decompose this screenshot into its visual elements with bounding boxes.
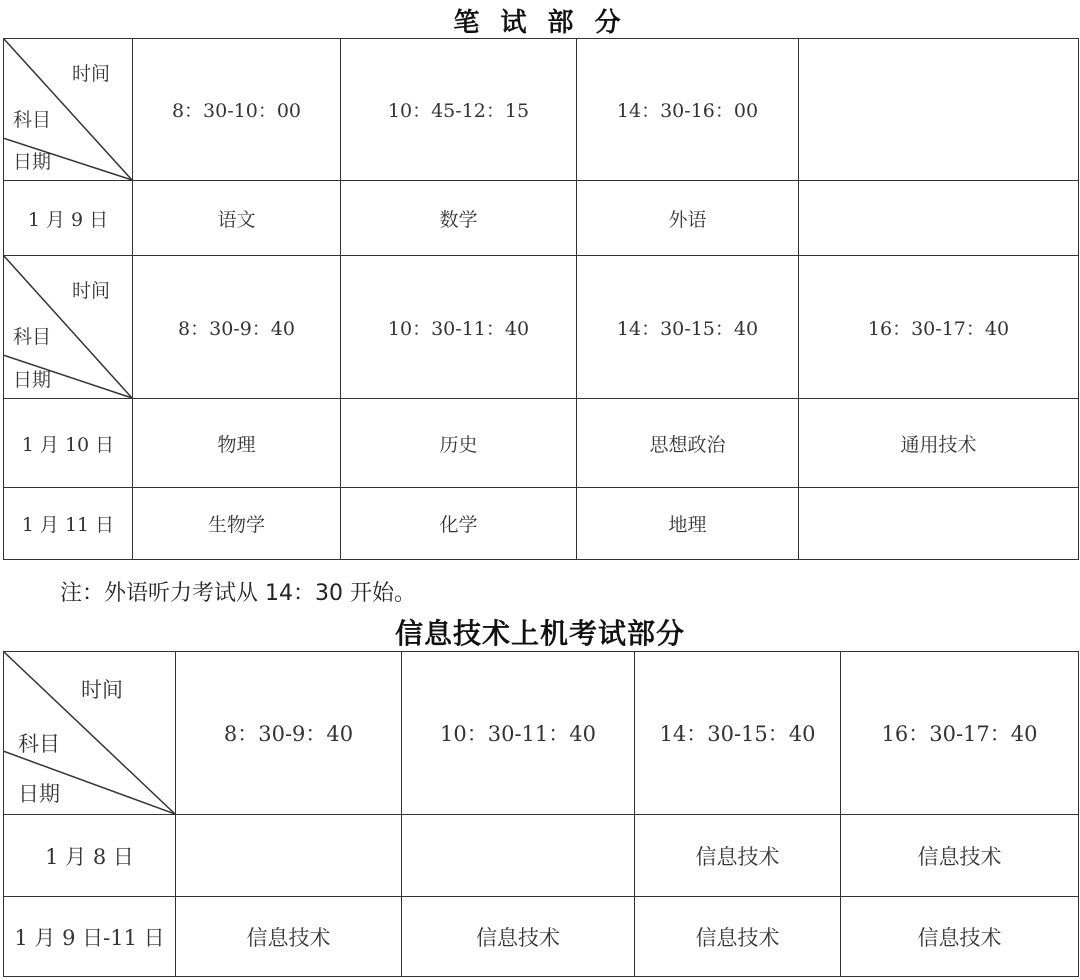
header-time-label: 时间 <box>81 678 123 702</box>
time-slot-cell: 14：30-16：00 <box>577 39 799 181</box>
header-date-label: 日期 <box>13 369 52 391</box>
time-slot-cell <box>799 39 1079 181</box>
time-slot-cell: 8：30-9：40 <box>133 256 341 399</box>
computer-section-title: 信息技术上机考试部分 <box>394 617 685 650</box>
date-cell: 1 月 9 日 <box>4 181 133 256</box>
subject-cell: 化学 <box>341 488 577 560</box>
header-diagonal-cell <box>4 39 133 181</box>
header-diagonal-cell <box>4 256 133 399</box>
subject-cell: 语文 <box>133 181 341 256</box>
subject-cell: 信息技术 <box>176 897 402 977</box>
time-slot-cell: 14：30-15：40 <box>635 652 841 815</box>
table-row <box>4 181 1079 256</box>
subject-cell: 生物学 <box>133 488 341 560</box>
time-slot-cell: 16：30-17：40 <box>841 652 1079 815</box>
header-time-label: 时间 <box>71 280 110 302</box>
subject-cell: 信息技术 <box>841 897 1079 977</box>
date-cell: 1 月 11 日 <box>4 488 133 560</box>
time-slot-cell: 8：30-9：40 <box>176 652 402 815</box>
header-subject-label: 科目 <box>13 326 52 348</box>
subject-cell: 外语 <box>577 181 799 256</box>
date-cell: 1 月 8 日 <box>4 815 176 897</box>
header-subject-label: 科目 <box>13 109 52 131</box>
subject-cell: 信息技术 <box>402 897 635 977</box>
written-exam-schedule-table <box>3 38 1079 560</box>
subject-cell: 思想政治 <box>577 399 799 488</box>
header-date-label: 日期 <box>13 151 52 173</box>
subject-cell: 通用技术 <box>799 399 1079 488</box>
time-slot-cell: 10：30-11：40 <box>402 652 635 815</box>
subject-cell: 信息技术 <box>841 815 1079 897</box>
subject-cell: 历史 <box>341 399 577 488</box>
header-time-label: 时间 <box>71 63 110 85</box>
subject-cell: 地理 <box>577 488 799 560</box>
subject-cell: 物理 <box>133 399 341 488</box>
time-slot-cell: 14：30-15：40 <box>577 256 799 399</box>
time-slot-cell: 16：30-17：40 <box>799 256 1079 399</box>
date-cell: 1 月 9 日-11 日 <box>4 897 176 977</box>
table-row <box>4 488 1079 560</box>
computer-exam-schedule-table <box>3 651 1079 977</box>
listening-test-note: 注：外语听力考试从 14：30 开始。 <box>60 581 416 606</box>
table-row <box>4 399 1079 488</box>
subject-cell: 数学 <box>341 181 577 256</box>
time-slot-cell: 10：30-11：40 <box>341 256 577 399</box>
table-header-row <box>4 256 1079 399</box>
header-diagonal-cell <box>4 652 176 815</box>
table-row <box>4 815 1079 897</box>
subject-cell <box>402 815 635 897</box>
subject-cell <box>799 181 1079 256</box>
time-slot-cell: 10：45-12：15 <box>341 39 577 181</box>
date-cell: 1 月 10 日 <box>4 399 133 488</box>
subject-cell: 信息技术 <box>635 815 841 897</box>
table-header-row <box>4 652 1079 815</box>
header-subject-label: 科目 <box>18 732 60 756</box>
subject-cell <box>799 488 1079 560</box>
table-header-row <box>4 39 1079 181</box>
subject-cell <box>176 815 402 897</box>
written-section-title: 笔 试 部 分 <box>453 8 627 38</box>
table-row <box>4 897 1079 977</box>
header-date-label: 日期 <box>18 782 60 806</box>
time-slot-cell: 8：30-10：00 <box>133 39 341 181</box>
subject-cell: 信息技术 <box>635 897 841 977</box>
